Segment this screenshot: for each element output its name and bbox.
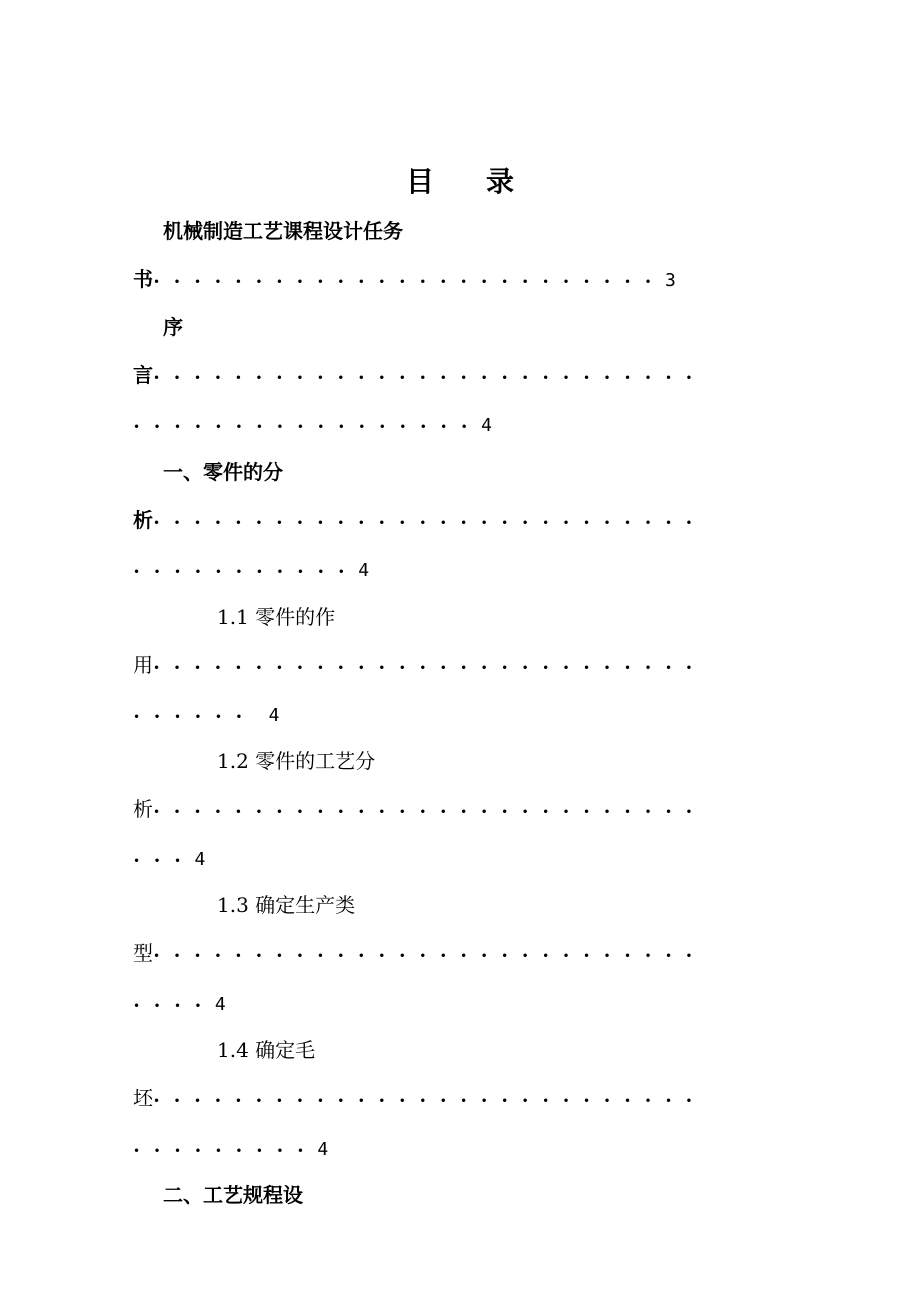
toc-entry-title: 1.2 零件的工艺分 — [217, 749, 376, 773]
toc-entry-dots: ••••••••••••••••••••••••••• — [153, 805, 706, 819]
toc-entry-title: 1.4 确定毛 — [217, 1038, 316, 1062]
toc-entry-title: 二、工艺规程设 — [163, 1183, 303, 1207]
toc-entry-page: 4 — [481, 415, 492, 436]
toc-entry-title: 序 — [163, 315, 183, 339]
toc-entry-title: 机械制造工艺课程设计任务 — [163, 219, 403, 243]
toc-entry-dots: ••••••••••••••••• — [133, 420, 482, 434]
toc-entry-title: 一、零件的分 — [163, 460, 283, 484]
toc-entry-end-char: 析 — [133, 508, 153, 532]
toc-entry-dots: ••••••••••••••••••••••••••• — [153, 1094, 706, 1108]
toc-entry-end-char: 坯 — [133, 1086, 153, 1110]
toc-entry-dots: ••••••••••• — [133, 565, 359, 579]
toc-entry-page: 4 — [358, 560, 370, 581]
heading-char-2: 录 — [486, 165, 515, 198]
heading-char-1: 目 — [405, 165, 434, 198]
toc-entry-leader-cont — [0, 838, 920, 878]
toc-entry-leader — [0, 355, 920, 395]
toc-entry-dots: ••••••••••••••••••••••••••• — [153, 949, 706, 963]
toc-entry-page: 3 — [664, 270, 676, 291]
toc-entry-leader-cont — [0, 694, 920, 734]
toc-entry-dots: •••• — [133, 999, 215, 1013]
toc-entry-page: 4 — [214, 994, 226, 1015]
toc-entry-page: 4 — [268, 705, 280, 726]
toc-entry-leader-cont — [0, 983, 920, 1023]
toc-entry-dots: ••••••••••••••••••••••••• — [153, 275, 665, 289]
toc-entry-leader-cont — [0, 1128, 920, 1168]
toc-entry-end-char: 言 — [133, 363, 153, 387]
toc-entry-leader — [0, 1078, 920, 1118]
toc-entry-leader-cont — [0, 404, 920, 444]
toc-entry-leader — [0, 259, 920, 299]
toc-entry-dots: ••••••••••••••••••••••••••• — [153, 516, 706, 530]
toc-entry-dots: ••••••••• — [133, 1144, 318, 1158]
toc-entry-title: 1.3 确定生产类 — [217, 893, 356, 917]
toc-entry-end-char: 析 — [133, 797, 153, 821]
toc-entry-page: 4 — [194, 849, 206, 870]
toc-entry-page: 4 — [317, 1139, 329, 1160]
toc-heading — [0, 160, 920, 200]
toc-entry-end-char: 用 — [133, 653, 153, 677]
toc-entry-title: 1.1 零件的作 — [217, 605, 336, 629]
toc-entry-dots: ••• — [133, 854, 195, 868]
toc-entry-end-char: 型 — [133, 941, 153, 965]
toc-entry-leader-cont — [0, 549, 920, 589]
toc-entry-dots: ••••••••••••••••••••••••••• — [153, 661, 706, 675]
toc-entry-end-char: 书 — [133, 267, 153, 291]
toc-entry-leader — [0, 500, 920, 540]
toc-entry-dots: •••••• — [133, 710, 256, 724]
toc-entry-leader — [0, 933, 920, 973]
toc-entry-dots: ••••••••••••••••••••••••••• — [153, 371, 706, 385]
toc-entry-leader — [0, 645, 920, 685]
toc-entry-leader — [0, 789, 920, 829]
